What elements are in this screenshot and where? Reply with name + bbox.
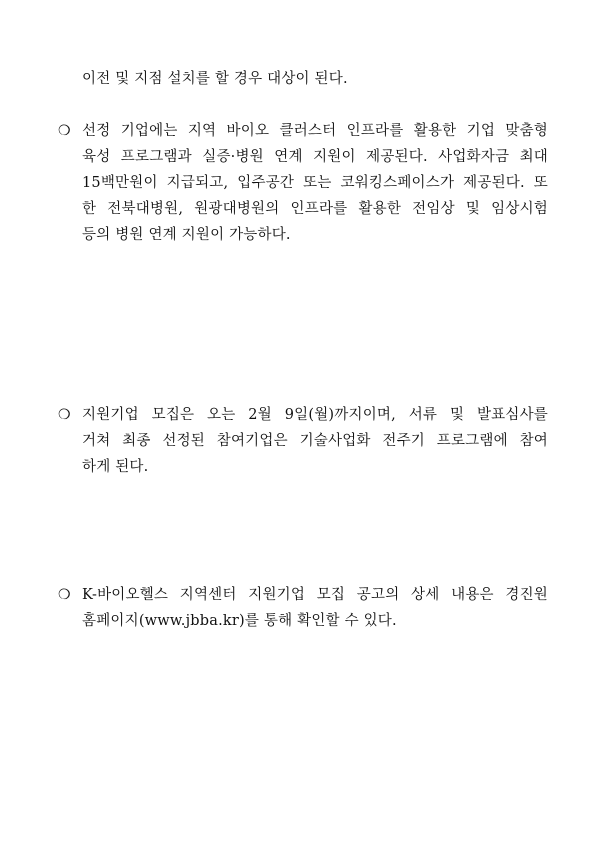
paragraph-line: 홈페이지(www.jbba.kr)를 통해 확인할 수 있다. — [82, 613, 397, 629]
paragraph-line: 지원기업 모집은 오는 2월 9일(월)까지이며, 서류 및 발표심사를 — [82, 407, 548, 423]
bullet-text — [58, 402, 548, 480]
paragraph-line: 하게 된다. — [82, 459, 149, 475]
paragraph-line: 한 전북대병원, 원광대병원의 인프라를 활용한 전임상 및 임상시험 — [82, 201, 548, 217]
bullet-item-announcement-details — [58, 582, 548, 634]
bullet-item-selection-support — [58, 118, 548, 248]
bullet-item-recruitment-period — [58, 402, 548, 480]
paragraph-line: K-바이오헬스 지역센터 지원기업 모집 공고의 상세 내용은 경진원 — [82, 587, 548, 603]
bullet-text — [58, 118, 548, 248]
bullet-circle-icon: ❍ — [58, 587, 71, 603]
paragraph-line: 거쳐 최종 선정된 참여기업은 기술사업화 전주기 프로그램에 참여 — [82, 433, 548, 449]
bullet-circle-icon: ❍ — [58, 123, 71, 139]
continuation-paragraph — [58, 66, 572, 92]
paragraph-line: 등의 병원 연계 지원이 가능하다. — [82, 227, 291, 243]
paragraph-line: 이전 및 지점 설치를 할 경우 대상이 된다. — [82, 71, 348, 87]
paragraph-line: 선정 기업에는 지역 바이오 클러스터 인프라를 활용한 기업 맞춤형 — [82, 123, 548, 139]
paragraph-line: 육성 프로그램과 실증·병원 연계 지원이 제공된다. 사업화자금 최대 — [82, 149, 548, 165]
paragraph-line: 15백만원이 지급되고, 입주공간 또는 코워킹스페이스가 제공된다. 또 — [82, 175, 548, 191]
bullet-text — [58, 582, 548, 634]
bullet-circle-icon: ❍ — [58, 407, 71, 423]
